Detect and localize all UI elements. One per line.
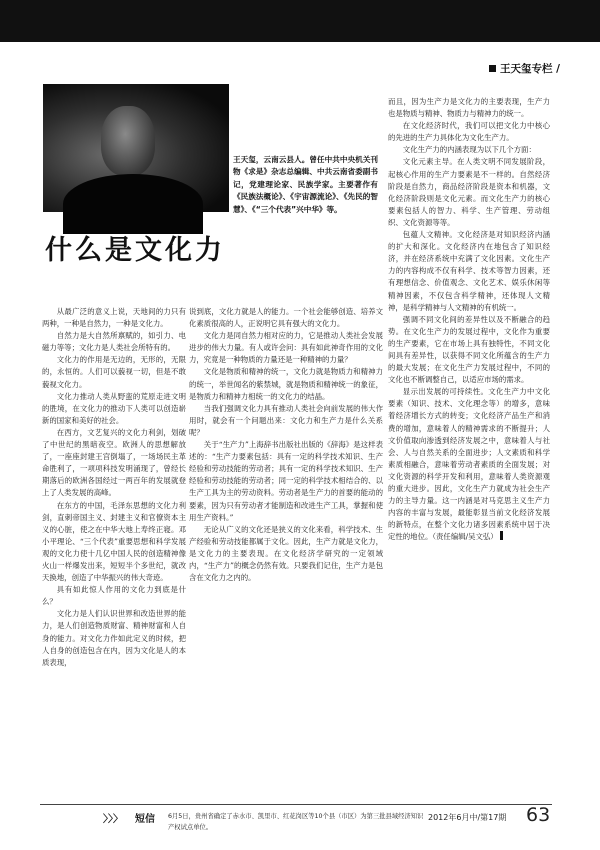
paragraph: 从最广泛的意义上说，天地间的力只有两种，一种是自然力，一种是文化力。 (42, 307, 186, 329)
article-column-1 (42, 306, 186, 669)
paragraph: 当我们强调文化力具有推动人类社会向前发展的伟大作用时，就会有一个问题出来：文化力和生产力是什么关系呢？ (189, 403, 383, 437)
paragraph: 在西方，文艺复兴的文化力利剑，划破了中世纪的黑暗夜空。欧洲人的思想解放了，一座座封建王宫倒塌了，一场场民主革命胜利了，一项项科技发明涌现了，曾经长期落后的欧洲各国经过一两百年的发展就登上了人类发展的高峰。 (42, 427, 186, 498)
article-column-3 (388, 96, 550, 543)
paragraph: 文化力是人们认识世界和改造世界的能力，是人们创造物质财富、精神财富和人自身的能力。对文化力作如此定义的时候，把人自身的创造包含在内，因为文化是人的本质表现， (42, 609, 186, 667)
article-column-2 (189, 306, 383, 584)
paragraph: 说到底，文化力就是人的能力。一个社会能够创造、培养文化素质很高的人，正说明它具有强大的文化力。 (189, 307, 383, 329)
column-tag-text: 王天玺专栏 / (500, 63, 560, 75)
news-flash-text: 6月5日，贵州省确定了赤水市、凯里市、红花岗区等10个县（市区）为第三批县域经济知识产权试点单位。 (168, 813, 424, 831)
paragraph: 包蕴人文精神。文化经济是对知识经济内涵的扩大和深化。文化经济内在地包含了知识经济，并在经济系统中充满了文化因素。文化生产力的内容构成不仅有科学、技术等智力因素，还有理想信念、价值观念、文化艺术、娱乐休闲等精神因素，不仅包含科学精神，还体现人文精神，是科学精神与人文精神的有机统一。 (388, 230, 550, 312)
end-mark-icon (500, 531, 503, 540)
author-bio: 王天玺，云南云县人。曾任中共中央机关刊物《求是》杂志总编辑、中共云南省委副书记，党建理论家、民族学家。主要著作有《民族法概论》、《宇宙源流论》、《先民的智慧》、《“三个代表”兴中华》等。 (233, 155, 378, 214)
square-bullet-icon (489, 65, 496, 72)
paragraph: 在东方的中国，毛泽东思想的文化力利剑，直刺帝国主义、封建主义和官僚资本主义的心脏，使之在中华大地上寿终正寝。邓小平理论、“三个代表”重要思想和科学发展观的文化力使十几亿中国人民的创造精神像火山一样爆发出来，短短半个多世纪，就改天换地，创造了中华振兴的伟大奇迹。 (42, 500, 186, 583)
paragraph: 文化力的作用是无边的，无形的，无限的，永恒的。人们可以藐视一切，但是不敢藐视文化力。 (42, 355, 186, 389)
column-tag (489, 61, 560, 76)
news-flash-label: 短信 (135, 814, 155, 825)
paragraph: 在文化经济时代，我们可以把文化力中核心的先进的生产力具体化为文化生产力。 (388, 121, 550, 143)
paragraph: 自然力是大自然所禀赋的，如引力、电磁力等等；文化力是人类社会所特有的。 (42, 331, 186, 353)
paragraph: 无论从广义的文化还是狭义的文化来看，科学技术、生产经验和劳动技能都属于文化。因此，生产力就是文化力，是文化力的主要表现。在文化经济学研究的一定领域内，“生产力”的概念仍然有效。只要我们记住，生产力是包含在文化力之内的。 (189, 524, 383, 583)
arrows-icon: 〉〉〉 (103, 814, 123, 825)
paragraph: 关于“生产力”上海辞书出版社出版的《辞海》是这样表述的：“生产力要素包括：具有一定的科学技术知识、生产经验和劳动技能的劳动者；具有一定的科学技术知识、生产经验和劳动技能的劳动者；同一定的科学技术相结合的、以生产工具为主的劳动资料。劳动者是生产力的首要的能动的要素，因为只有劳动者才能制造和改进生产工具，掌握和使用生产资料。” (189, 440, 383, 522)
paragraph-last (388, 386, 550, 543)
article-title: 什么是文化力 (45, 235, 225, 266)
page-number: 63 (526, 804, 551, 826)
issue-info: 2012年6月中/第17期 (428, 813, 507, 822)
author-photo (43, 84, 229, 212)
paragraph: 文化力是同自然力相对应的力，它是推动人类社会发展进步的伟大力量。有人或许会问：具有如此神奇作用的文化力，究竟是一种物质的力量还是一种精神的力量？ (189, 331, 383, 365)
paragraph: 文化力推动人类从野蛮的荒原走进文明的胜境，在文化力的推动下人类可以创造崭新的国家和美好的社会。 (42, 391, 186, 425)
paragraph: 文化元素主导。在人类文明不同发展阶段，起核心作用的生产力要素是不一样的。自然经济阶段是自然力，商品经济阶段是资本和机器，文化经济阶段则是文化元素。而文化生产力的核心要素包括人的智力、科学、生产管理、劳动组织、文化资源等等。 (388, 157, 550, 227)
paragraph: 文化生产力的内涵表现为以下几个方面： (402, 145, 536, 155)
footer-divider (40, 804, 552, 805)
paragraph: 文化是物质和精神的统一，文化力就是物质力和精神力的统一，举世闻名的紫禁城，就是物质和精神统一的象征，是物质力和精神力相统一的文化力的结晶。 (189, 367, 383, 401)
paragraph: 强调不同文化间的差异性以及不断融合的趋势。在文化生产力的发展过程中，文化作为重要的生产要素，它在市场上具有独特性，不同文化间具有差异性，以获得不同文化所蕴含的生产力的最大发展；在文化生产力发展过程中，不同的文化也不断调整自己，以适应市场的需求。 (388, 314, 550, 385)
paragraph: 具有如此惊人作用的文化力到底是什么？ (42, 585, 186, 607)
paragraph: 而且，因为生产力是文化力的主要表现，生产力也是物质与精神、物质力与精神力的统一。 (388, 97, 550, 119)
top-black-bar (0, 0, 600, 42)
paragraph-text: 显示出发展的可持续性。文化生产力中文化要素（知识、技术、文化理念等）的增多，意味着经济增长方式的转变；文化经济产品生产和消费的增加，意味着人的精神需求的不断提升；人文价值取向渗透到经济发展之中，意味着人与社会、人与自然关系的全面进步；人文素质和科学素质相融合，意味着劳动者素质的全面发展；对文化资源的科学开发和利用，意味着人类资源观的重大进步。因此，文化生产力就成为社会生产力的主导力量。这一内涵是对马克思主义生产力内容的丰富与发展，最能彰显当前文化经济发展的新特点，在整个文化力诸多因素系统中居于决定性的地位。（责任编辑/吴文弘） (388, 387, 550, 542)
